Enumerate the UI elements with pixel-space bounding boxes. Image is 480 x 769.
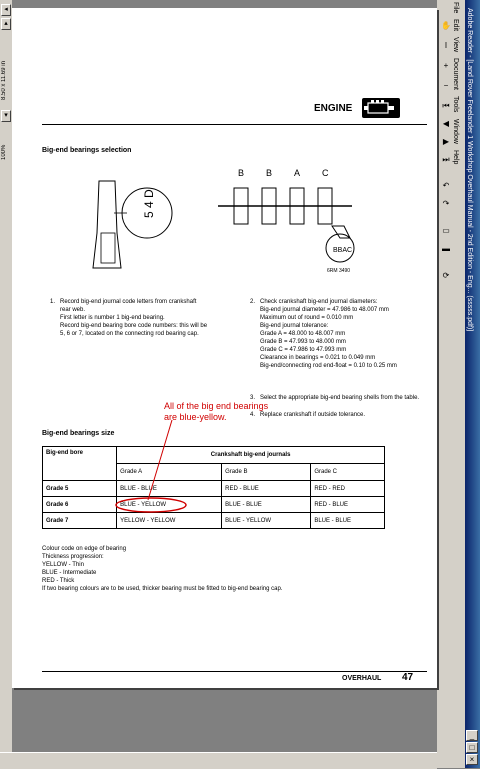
table-cell: BLUE - YELLOW	[222, 513, 311, 529]
window-title: Adobe Reader - [Land Rover Freelander 1 Workshop Overhaul Manual - 2nd Edition - Eng... (sssss.pdf)]	[466, 8, 473, 332]
footer-rule	[42, 671, 427, 672]
col-header-journals: Crankshaft big-end journals	[117, 447, 385, 464]
table-cell: RED - RED	[311, 481, 385, 497]
select-tool-icon[interactable]: I	[444, 41, 448, 50]
grade-b-header: Grade B	[222, 464, 311, 481]
step-3-text: Select the appropriate big-end bearing shells from the table.	[260, 395, 420, 401]
zoom-in-icon[interactable]: +	[443, 61, 449, 70]
annotation-pointer	[142, 418, 182, 503]
row-label: Grade 6	[43, 497, 117, 513]
zoom-out-icon[interactable]: −	[443, 81, 449, 90]
prev-page-icon[interactable]: ◀	[442, 119, 450, 128]
connecting-rod-figure	[87, 173, 207, 273]
menu-document[interactable]: Document	[452, 58, 459, 91]
row-label: Grade 7	[43, 513, 117, 529]
table-row	[43, 481, 385, 497]
menu-file[interactable]: File	[452, 2, 459, 14]
step-4-text: Replace crankshaft if outside tolerance.	[260, 412, 366, 418]
menu-help[interactable]: Help	[452, 149, 459, 164]
menu-edit[interactable]: Edit	[452, 19, 459, 32]
fit-page-icon[interactable]: ▭	[442, 226, 450, 235]
table-cell: BLUE - YELLOW	[120, 501, 167, 508]
fit-width-icon[interactable]: ▬	[442, 244, 450, 253]
next-page-icon[interactable]: ▶	[442, 137, 450, 146]
last-page-icon[interactable]: ⏭	[442, 155, 450, 164]
hand-tool-icon[interactable]: ✋	[441, 21, 451, 30]
grade-a-header: Grade A	[117, 464, 222, 481]
page-size-readout: 8.50 x 11.69 in	[1, 61, 7, 100]
table-cell: BLUE - BLUE	[117, 481, 222, 497]
colour-code-notes: Colour code on edge of bearing Thickness progression: YELLOW - Thin BLUE - Intermediate RED - Thick If two bearing colours are to be used, thicker bearing must be fitted to big-end bearing cap.	[42, 546, 283, 592]
nav-next-icon[interactable]: ▾	[1, 110, 11, 122]
step-3-number: 3.	[250, 395, 256, 401]
header-rule	[42, 124, 427, 125]
table-cell: RED - BLUE	[222, 481, 311, 497]
pdf-page	[12, 8, 437, 688]
nav-first-icon[interactable]: ◂	[1, 4, 11, 16]
step-2-text: Check crankshaft big-end journal diameters: Big-end journal diameter = 47.986 to 48.007 mm Maximum out of round = 0.010 mm Big-end journal tolerance: Grade A = 48.000 to 48.007 mm Grade B = 47.993 to 48.000 mm Grade C = 47.986 to 47.993 mm Clearance in bearings = 0.021 to 0.049 mm Big-end/connecting rod end-float = 0.10 to 0.25 mm	[260, 299, 397, 369]
table-cell: BLUE - BLUE	[311, 513, 385, 529]
bearings-size-table	[42, 446, 385, 529]
bigend-selection-heading: Big-end bearings selection	[42, 147, 132, 154]
menu-tools[interactable]: Tools	[452, 96, 459, 113]
maximize-button[interactable]: □	[466, 742, 478, 753]
side-code-label: 5 4 D	[142, 189, 156, 218]
step-1-number: 1.	[50, 299, 56, 305]
menu-bar	[452, 2, 464, 202]
menu-window[interactable]: Window	[452, 118, 459, 144]
first-page-icon[interactable]: ⏮	[442, 101, 450, 110]
footer-label: OVERHAUL	[342, 675, 382, 682]
crank-label-4: C	[322, 168, 329, 178]
table-row	[43, 497, 385, 513]
table-cell: YELLOW - YELLOW	[117, 513, 222, 529]
bearings-size-heading: Big-end bearings size	[42, 430, 115, 437]
handwritten-annotation: All of the big end bearings are blue-yellow.	[164, 401, 269, 422]
row-label: Grade 5	[43, 481, 117, 497]
figure-id: 6RM 3490	[327, 268, 351, 274]
section-title: ENGINE	[314, 103, 353, 114]
back-icon[interactable]: ↶	[442, 181, 450, 190]
zoom-readout: 100%	[1, 144, 7, 160]
forward-icon[interactable]: ↷	[442, 199, 450, 208]
col-header-bore: Big-end bore	[43, 447, 117, 481]
close-button[interactable]: ×	[466, 754, 478, 765]
rotate-icon[interactable]: ⟳	[442, 271, 450, 280]
code-letters: BBAC	[333, 247, 353, 254]
engine-icon	[362, 98, 400, 118]
crank-label-1: B	[238, 168, 245, 178]
step-2-number: 2.	[250, 299, 256, 305]
crankshaft-figure	[212, 166, 362, 276]
crank-label-3: A	[294, 168, 301, 178]
status-bar	[0, 752, 437, 769]
crank-label-2: B	[266, 168, 273, 178]
minimize-button[interactable]: _	[466, 730, 478, 741]
table-row	[43, 513, 385, 529]
menu-view[interactable]: View	[452, 37, 459, 53]
step-1-text: Record big-end journal code letters from crankshaft rear web. First letter is number 1 big-end bearing. Record big-end bearing bore code numbers: this will be 5, 6 or 7, located on the connecting rod bearing cap.	[60, 299, 208, 337]
table-cell: RED - BLUE	[311, 497, 385, 513]
step-4-number: 4.	[250, 412, 256, 418]
grade-c-header: Grade C	[311, 464, 385, 481]
nav-prev-icon[interactable]: ▴	[1, 18, 11, 30]
page-number: 47	[402, 672, 414, 683]
table-cell: BLUE - BLUE	[222, 497, 311, 513]
